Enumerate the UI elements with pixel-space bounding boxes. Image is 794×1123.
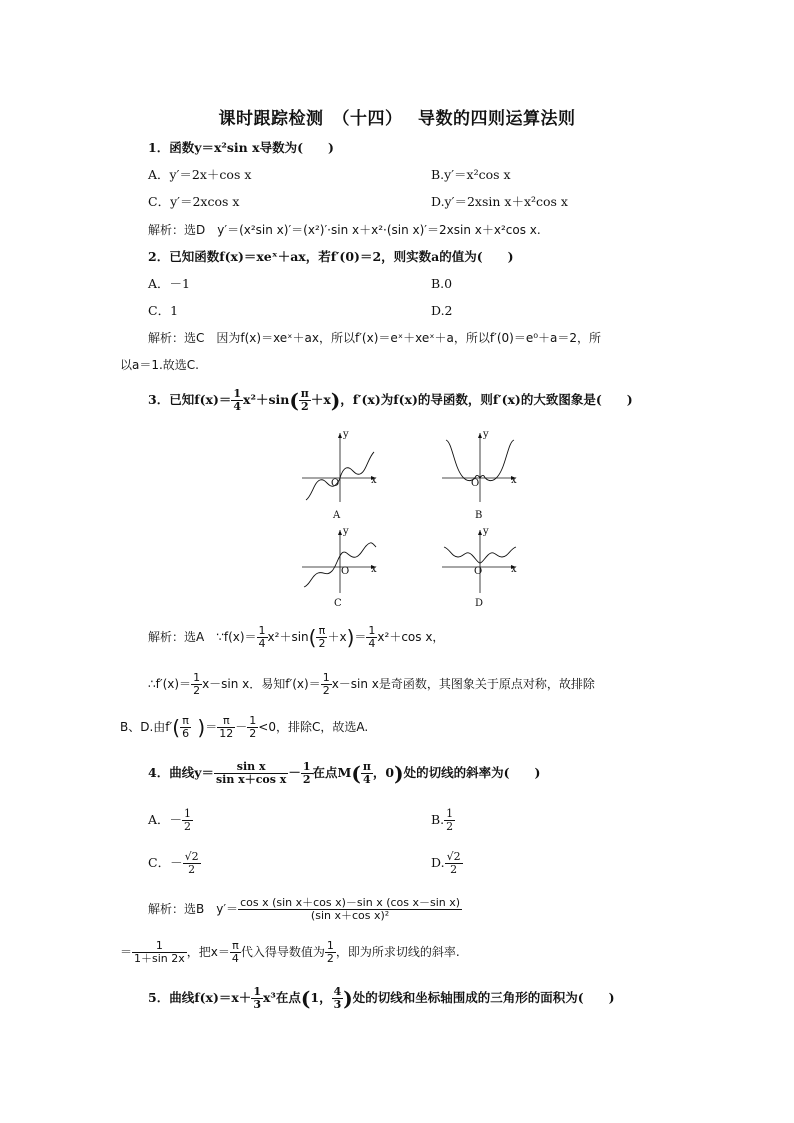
graph-b-origin: O bbox=[471, 478, 480, 489]
graph-d bbox=[440, 527, 520, 597]
q4-analysis-line2: ＝ $\frac{1}{1+\sin 2x}$ ，把x＝ $\frac{\pi}{4}$ 代入得导数值为 $\frac{1}{2}$ ，即为所求切线的斜率. bbox=[120, 939, 460, 965]
q2-option-b: B.0 bbox=[431, 276, 453, 291]
graph-d-y-label: y bbox=[483, 526, 489, 537]
graph-c-x-label: x bbox=[371, 564, 377, 575]
q3-analysis-line1: 解析：选A ∵f(x)＝ $\frac{1}{4}$ x²＋sin( $\frac{\pi}{2}$ ＋x)＝ $\frac{1}{4}$ x²＋cos x， bbox=[148, 624, 445, 650]
q5-stem: 5．曲线f(x)＝x＋ $\frac{1}{3}$ x³在点(1， $\frac{4}{3}$ )处的切线和坐标轴围成的三角形的面积为( ) bbox=[148, 985, 615, 1011]
graph-b-y-label: y bbox=[483, 429, 489, 440]
q2-analysis-line1: 解析：选C 因为f(x)＝xeˣ＋ax，所以f′(x)＝eˣ＋xeˣ＋a，所以f′(0)＝e⁰＋a＝2，所 bbox=[148, 331, 602, 345]
graph-b-caption: B bbox=[475, 510, 483, 521]
graph-a-caption: A bbox=[333, 510, 341, 521]
q2-option-c: C．1 bbox=[148, 303, 179, 318]
q4-option-d: D. $\frac{√2}{2}$ bbox=[431, 850, 461, 876]
q4-option-c: C．－ $\frac{√2}{2}$ bbox=[148, 850, 199, 876]
graph-a-y-label: y bbox=[343, 429, 349, 440]
q3-analysis-line2: ∴f′(x)＝ $\frac{1}{2}$ x－sin x．易知f′(x)＝ $\frac{1}{2}$ x－sin x是奇函数，其图象关于原点对称，故排除 bbox=[148, 671, 595, 697]
graph-d-origin: O bbox=[474, 566, 483, 577]
q3-stem: 3．已知f(x)＝ $\frac{1}{4}$ x²＋sin( $\frac{\pi}{2}$ ＋x)，f′(x)为f(x)的导函数，则f′(x)的大致图象是( ) bbox=[148, 387, 633, 413]
q2-stem: 2．已知函数f(x)＝xeˣ＋ax，若f′(0)＝2，则实数a的值为( ) bbox=[148, 249, 514, 264]
q1-option-a: A．y′＝2x＋cos x bbox=[148, 167, 252, 182]
frac-1-4: $\frac{1}{4}$ bbox=[233, 387, 242, 413]
q2-analysis-line2: 以a＝1.故选C. bbox=[120, 358, 199, 372]
graph-a-x-label: x bbox=[371, 475, 377, 486]
q1-stem: 1．函数y＝x²sin x导数为( ) bbox=[148, 140, 334, 155]
q4-option-b: B. $\frac{1}{2}$ bbox=[431, 807, 454, 833]
q3-analysis-line3: B、D.由f′( $\frac{\pi}{6}$ )＝ $\frac{\pi}{12}$ － $\frac{1}{2}$ <0，排除C，故选A. bbox=[120, 714, 369, 740]
q1-analysis: 解析：选D y′＝(x²sin x)′＝(x²)′·sin x＋x²·(sin x)′＝2xsin x＋x²cos x. bbox=[148, 223, 541, 237]
graph-d-x-label: x bbox=[511, 564, 517, 575]
q2-option-d: D.2 bbox=[431, 303, 453, 318]
q1-option-b: B.y′＝x²cos x bbox=[431, 167, 511, 182]
graph-a-origin: O bbox=[331, 478, 340, 489]
graph-d-caption: D bbox=[475, 598, 484, 609]
graph-a bbox=[300, 430, 380, 505]
q2-option-a: A．－1 bbox=[148, 276, 190, 291]
graph-c-origin: O bbox=[341, 566, 350, 577]
q4-stem: 4．曲线y＝ $\frac{\text{sin x}}{\text{sin x＋cos x}}$ － $\frac{1}{2}$ 在点M( $\frac{\pi}{4}$ ，0)处的切线的斜率为( ) bbox=[148, 760, 541, 786]
q4-option-a: A．－ $\frac{1}{2}$ bbox=[148, 807, 192, 833]
page-title: 课时跟踪检测 （十四） 导数的四则运算法则 bbox=[218, 109, 576, 129]
graph-c-caption: C bbox=[334, 598, 342, 609]
graph-b-x-label: x bbox=[511, 475, 517, 486]
q4-analysis-line1: 解析：选B y′＝ $\frac{\text{cos x (sin x＋cos x)－sin x (cos x－sin x)}}{\text{(sin x＋cos x)²}}$ bbox=[148, 896, 461, 922]
graph-c bbox=[300, 527, 380, 597]
frac-pi-2: $\frac{\pi}{2}$ bbox=[300, 387, 309, 413]
graph-b bbox=[440, 430, 520, 505]
q1-option-d: D.y′＝2xsin x＋x²cos x bbox=[431, 194, 568, 209]
q1-option-c: C．y′＝2xcos x bbox=[148, 194, 240, 209]
graph-c-y-label: y bbox=[343, 526, 349, 537]
